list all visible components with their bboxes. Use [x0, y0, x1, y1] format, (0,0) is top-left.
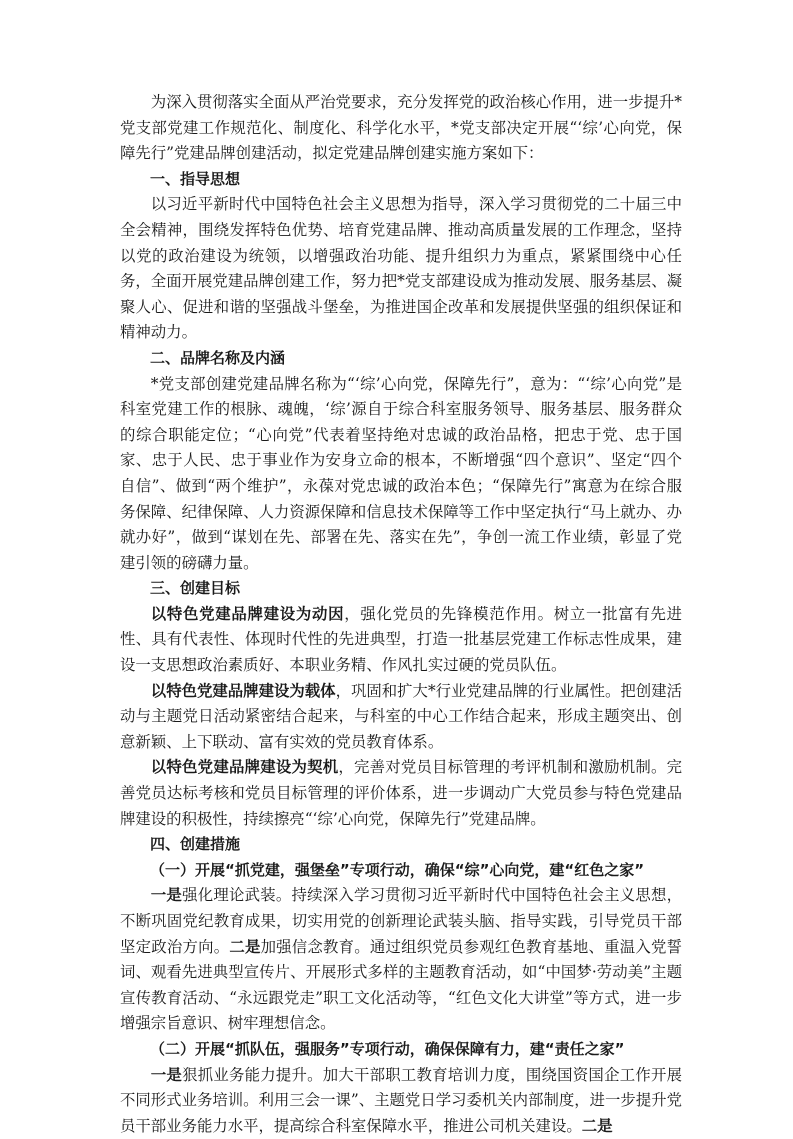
goal-2-text: ，巩固和扩大*行业党建品牌的行业属性。把创建活动与主题党日活动紧密结合起来，与科室的中心工作结合起来，形成主题突出、创意新颖、上下联动、富有实效的党员教育体系。 [120, 681, 682, 751]
measure-1-text-2: 加强信念教育。通过组织党员参观红色教育基地、重温入党誓词、观看先进典型宣传片、开展形式多样的主题教育活动，如“中国梦·劳动美”主题宣传教育活动、“永远跟党走”职工文化活动等，“红色文化大讲堂”等方式，进一步增强宗旨意识、树牢理想信念。 [120, 937, 682, 1033]
measure-1-text-1: 强化理论武装。持续深入学习贯彻习近平新时代中国特色社会主义思想，不断巩固党纪教育成果，切实用党的创新理论武装头脑、指导实践，引导党员干部坚定政治方向。 [120, 886, 682, 956]
goal-3-text: ，完善对党员目标管理的考评机制和激励机制。完善党员达标考核和党员目标管理的评价体系，进一步调动广大党员参与特色党建品牌建设的积极性，持续擦亮“‘综’心向党，保障先行”党建品牌。 [120, 758, 682, 828]
document-page [120, 90, 682, 1139]
measure-2-paragraph [120, 1063, 682, 1139]
measure-2-lead-2: 二是 [581, 1116, 613, 1135]
section-heading-4: 四、创建措施 [150, 835, 241, 854]
subsection-heading-1: （一）开展“抓党建，强堡垒”专项行动，确保“综”心向党，建“红色之家” [150, 860, 645, 879]
intro-paragraph: 为深入贯彻落实全面从严治党要求，充分发挥党的政治核心作用，进一步提升*党支部党建工作规范化、制度化、科学化水平，*党支部决定开展“‘综’心向党，保障先行”党建品牌创建活动，拟定党建品牌创建实施方案如下： [120, 93, 682, 163]
section-heading-3: 三、创建目标 [150, 579, 241, 598]
measure-1-paragraph [120, 883, 682, 1037]
measure-2-lead-1: 一是 [150, 1065, 183, 1084]
goal-paragraph-3 [120, 755, 682, 832]
goal-paragraph-1 [120, 602, 682, 679]
measure-1-lead-1: 一是 [150, 886, 183, 905]
goal-1-text: ，强化党员的先锋模范作用。树立一批富有先进性、具有代表性、体现时代性的先进典型，打造一批基层党建工作标志性成果，建设一支思想政治素质好、本职业务精、作风扎实过硬的党员队伍。 [120, 604, 682, 675]
goal-1-lead: 以特色党建品牌建设为动因 [150, 604, 345, 623]
goal-2-lead: 以特色党建品牌建设为载体 [150, 681, 336, 700]
section-1-body: 以习近平新时代中国特色社会主义思想为指导，深入学习贯彻党的二十届三中全会精神，围绕发挥特色优势、培育党建品牌、推动高质量发展的工作理念，坚持以党的政治建设为统领，以增强政治功能、提升组织力为重点，紧紧围绕中心任务，全面开展党建品牌创建工作，努力把*党支部建设成为推动发展、服务基层、凝聚人心、促进和谐的坚强战斗堡垒，为推进国企改革和发展提供坚强的组织保证和精神动力。 [120, 195, 682, 342]
section-heading-2: 二、品牌名称及内涵 [150, 348, 286, 367]
goal-paragraph-2 [120, 679, 682, 756]
section-heading-1: 一、指导思想 [150, 169, 241, 188]
goal-3-lead: 以特色党建品牌建设为契机 [150, 758, 339, 777]
section-2-body: *党支部创建党建品牌名称为“‘综’心向党，保障先行”，意为：“‘综’心向党”是科室党建工作的根脉、魂魄，‘综’源自于综合科室服务领导、服务基层、服务群众的综合职能定位；“心向党”代表着坚持绝对忠诚的政治品格，把忠于党、忠于国家、忠于人民、忠于事业作为安身立命的根本，不断增强“四个意识”、坚定“四个自信”、做到“两个维护”，永葆对党忠诚的政治本色；“保障先行”寓意为在综合服务保障、纪律保障、人力资源保障和信息技术保障等工作中坚定执行“马上就办、办就办好”，做到“谋划在先、部署在先、落实在先”，争创一流工作业绩，彰显了党建引领的磅礴力量。 [120, 374, 682, 572]
measure-2-text-1: 狠抓业务能力提升。加大干部职工教育培训力度，围绕国资国企工作开展不同形式业务培训。利用三会一课”、主题党日学习委机关内部制度，进一步提升党员干部业务能力水平，提高综合科室保障水平，推进公司机关建设。 [120, 1065, 682, 1135]
measure-1-lead-2: 二是 [229, 937, 261, 956]
subsection-heading-2: （二）开展“抓队伍，强服务”专项行动，确保保障有力，建“责任之家” [150, 1039, 625, 1058]
